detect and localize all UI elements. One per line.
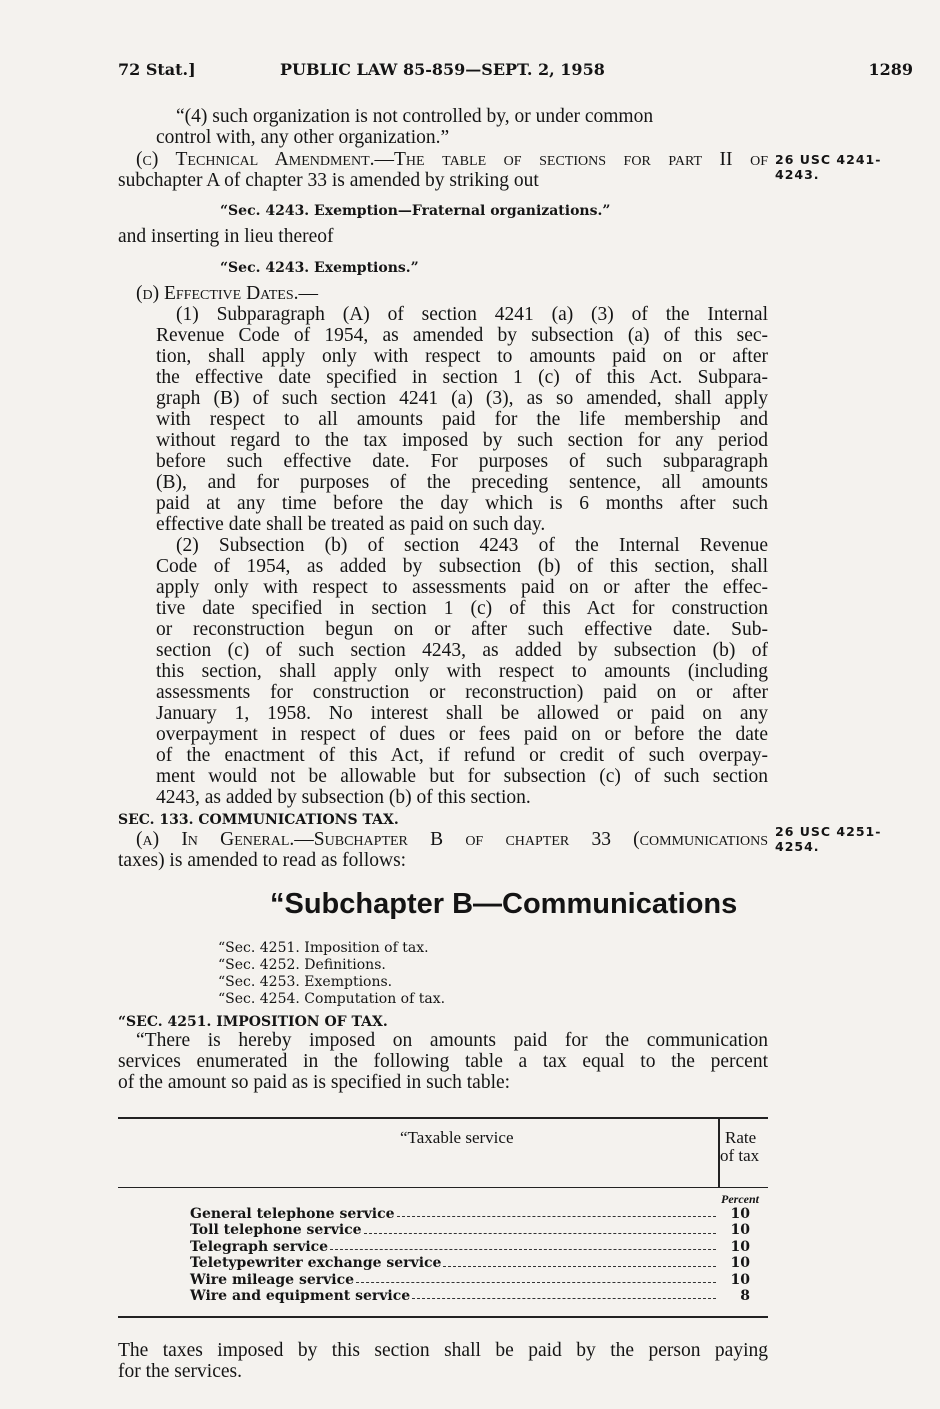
table-row: Wire mileage service 10 <box>190 1271 750 1288</box>
text-line: (2) Subsection (b) of section 4243 of the Internal Revenue <box>176 535 768 556</box>
table-row: Toll telephone service 10 <box>190 1222 750 1239</box>
text-line: (a) In General.—Subchapter B of chapter 33 (communications <box>136 829 768 850</box>
section-heading: “SEC. 4251. IMPOSITION OF TAX. <box>118 1014 388 1030</box>
stat-reference: 72 Stat.] <box>118 60 196 79</box>
text-line: tion, shall apply only with respect to amounts paid on or after <box>156 346 768 367</box>
text-line: “(4) such organization is not controlled by, or under common <box>176 106 654 127</box>
table-row: Wire and equipment service 8 <box>190 1288 750 1305</box>
text-line: subchapter A of chapter 33 is amended by striking out <box>118 170 539 191</box>
table-row: General telephone service 10 <box>190 1206 750 1222</box>
text-line: with respect to all amounts paid for the life membership and <box>156 409 768 430</box>
table-row: Telegraph service 10 <box>190 1238 750 1255</box>
text-line: this section, shall apply only with respect to amounts (including <box>156 661 768 682</box>
text-line: “There is hereby imposed on amounts paid for the communication <box>136 1030 768 1051</box>
text-line: Revenue Code of 1954, as amended by subsection (a) of this sec- <box>156 325 768 346</box>
text-line: (B), and for purposes of the preceding sentence, all amounts <box>156 472 768 493</box>
section-heading: SEC. 133. COMMUNICATIONS TAX. <box>118 812 399 828</box>
table-rule-bottom <box>118 1316 768 1318</box>
text-line: control with, any other organization.” <box>156 127 450 148</box>
law-title: PUBLIC LAW 85-859—SEPT. 2, 1958 <box>280 60 605 79</box>
table-rule-top <box>118 1117 768 1119</box>
text-line: Code of 1954, as added by subsection (b) of this section, shall <box>156 556 768 577</box>
toc-item: “Sec. 4251. Imposition of tax. <box>218 940 429 956</box>
text-line: paid at any time before the day which is 6 months after such <box>156 493 768 514</box>
text-line: services enumerated in the following table a tax equal to the percent <box>118 1051 768 1072</box>
text-line: taxes) is amended to read as follows: <box>118 850 407 871</box>
text-line: overpayment in respect of dues or fees paid on or before the date <box>156 724 768 745</box>
subsection-heading: (d) Effective Dates.— <box>136 283 319 304</box>
table-body <box>190 1206 750 1304</box>
text-line: before such effective date. For purposes of such subparagraph <box>156 451 768 472</box>
text-line: tive date specified in section 1 (c) of this Act for construction <box>156 598 768 619</box>
text-line: or reconstruction begun on or after such effective date. Sub- <box>156 619 768 640</box>
margin-note: 26 USC 4241- 4243. <box>775 152 882 182</box>
text-line: and inserting in lieu thereof <box>118 226 334 247</box>
text-line: graph (B) of such section 4241 (a) (3), as so amended, shall apply <box>156 388 768 409</box>
text-line: for the services. <box>118 1361 242 1382</box>
running-header <box>118 60 918 84</box>
table-header-rate: Rate <box>725 1128 757 1147</box>
quoted-section: “Sec. 4243. Exemption—Fraternal organizations.” <box>220 203 611 219</box>
text-line: (c) Technical Amendment.—The table of sections for part II of <box>136 149 768 170</box>
text-line: ment would not be allowable but for subsection (c) of such section <box>156 766 768 787</box>
table-row: Teletypewriter exchange service 10 <box>190 1255 750 1272</box>
text-line: effective date shall be treated as paid on such day. <box>156 514 546 535</box>
table-unit: Percent <box>721 1192 759 1206</box>
text-line: The taxes imposed by this section shall be paid by the person paying <box>118 1340 768 1361</box>
table-header-service: “Taxable service <box>400 1128 514 1147</box>
toc-item: “Sec. 4253. Exemptions. <box>218 974 393 990</box>
text-line: of the enactment of this Act, if refund or credit of such overpay- <box>156 745 768 766</box>
toc-item: “Sec. 4254. Computation of tax. <box>218 991 446 1007</box>
text-line: apply only with respect to assessments paid on or after the effec- <box>156 577 768 598</box>
table-header-rate: of tax <box>720 1146 760 1165</box>
text-line: 4243, as added by subsection (b) of this section. <box>156 787 531 808</box>
text-line: the effective date specified in section 1 (c) of this Act. Subpara- <box>156 367 768 388</box>
subchapter-title: “Subchapter B—Communications <box>270 888 738 920</box>
text-line: January 1, 1958. No interest shall be allowed or paid on any <box>156 703 768 724</box>
toc-item: “Sec. 4252. Definitions. <box>218 957 386 973</box>
text-line: without regard to the tax imposed by such section for any period <box>156 430 768 451</box>
table-rule-head <box>118 1187 768 1188</box>
text-line: (1) Subparagraph (A) of section 4241 (a) (3) of the Internal <box>176 304 768 325</box>
text-line: assessments for construction or reconstruction) paid on or after <box>156 682 768 703</box>
page-number: 1289 <box>868 60 913 79</box>
text-line: of the amount so paid as is specified in such table: <box>118 1072 511 1093</box>
text-line: section (c) of such section 4243, as added by subsection (b) of <box>156 640 768 661</box>
margin-note: 26 USC 4251- 4254. <box>775 824 882 854</box>
quoted-section: “Sec. 4243. Exemptions.” <box>220 260 419 276</box>
